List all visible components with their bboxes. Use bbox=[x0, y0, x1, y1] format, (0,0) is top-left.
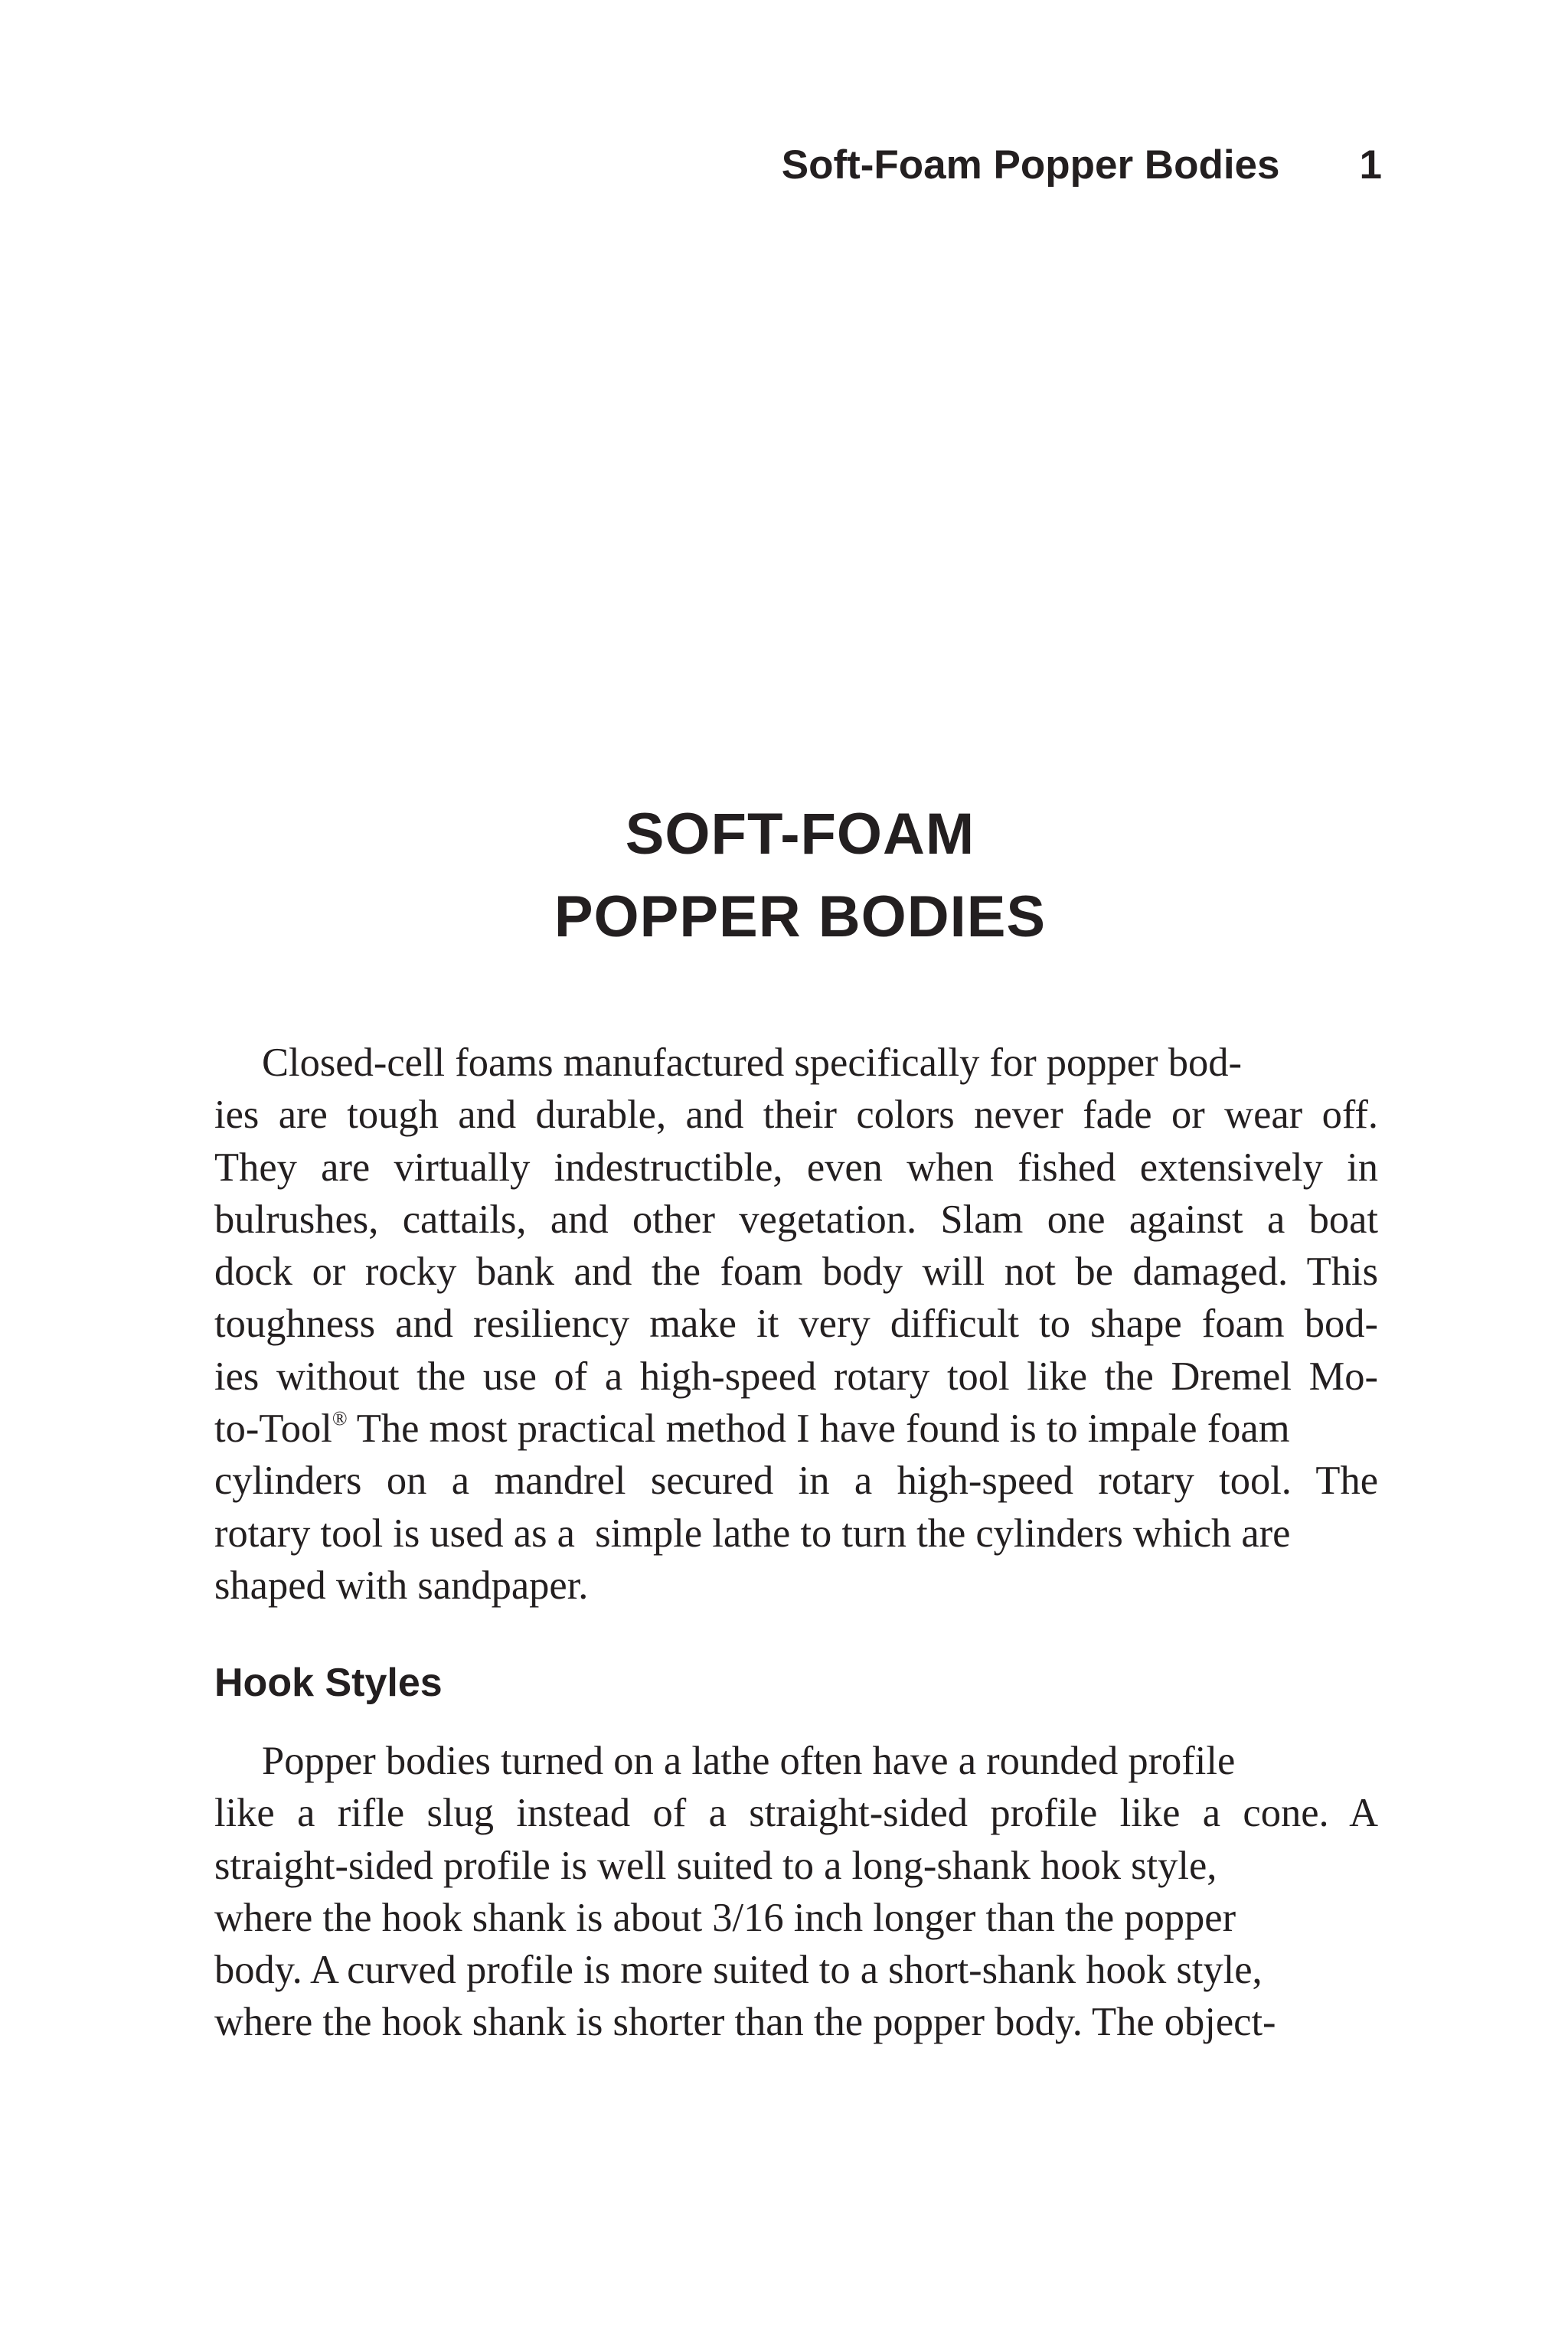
text-line: body. A curved profile is more suited to a short-shank hook style, bbox=[214, 1948, 1263, 1993]
text-line: where the hook shank is shorter than the popper body. The object- bbox=[214, 2000, 1276, 2045]
chapter-title-line-2: POPPER BODIES bbox=[554, 884, 1047, 949]
chapter-title bbox=[0, 793, 1568, 959]
text-line: dock or rocky bank and the foam body will not be damaged. This bbox=[214, 1250, 1378, 1295]
running-head-title: Soft-Foam Popper Bodies bbox=[781, 142, 1280, 188]
text-line: They are virtually indestructible, even when fished extensively in bbox=[214, 1145, 1378, 1190]
running-head bbox=[0, 141, 1382, 190]
intro-paragraph bbox=[214, 1037, 1378, 1612]
text-line: Closed-cell foams manufactured specifically for popper bod- bbox=[262, 1040, 1242, 1085]
text-line: like a rifle slug instead of a straight-sided profile like a cone. A bbox=[214, 1791, 1378, 1836]
text-line: ies are tough and durable, and their colors never fade or wear off. bbox=[214, 1093, 1378, 1138]
text-line: toughness and resiliency make it very difficult to shape foam bod- bbox=[214, 1302, 1378, 1347]
text-line: rotary tool is used as a simple lathe to turn the cylinders which are bbox=[214, 1511, 1291, 1556]
text-line: bulrushes, cattails, and other vegetation. Slam one against a boat bbox=[214, 1197, 1378, 1242]
text-line bbox=[214, 1403, 1378, 1455]
hook-styles-paragraph bbox=[214, 1735, 1378, 2049]
text-fragment: The most practical method I have found is to impale foam bbox=[356, 1406, 1290, 1452]
text-line: cylinders on a mandrel secured in a high-speed rotary tool. The bbox=[214, 1459, 1378, 1504]
page-number: 1 bbox=[1359, 142, 1382, 188]
registered-trademark-mark: ® bbox=[332, 1407, 348, 1430]
text-line: ies without the use of a high-speed rotary tool like the Dremel Mo- bbox=[214, 1354, 1378, 1399]
text-fragment: to-Tool bbox=[214, 1406, 332, 1452]
text-line: where the hook shank is about 3/16 inch longer than the popper bbox=[214, 1895, 1236, 1940]
text-line: straight-sided profile is well suited to a long-shank hook style, bbox=[214, 1843, 1217, 1888]
chapter-title-line-1: SOFT-FOAM bbox=[625, 802, 975, 867]
section-heading: Hook Styles bbox=[214, 1661, 443, 1705]
text-line: shaped with sandpaper. bbox=[214, 1563, 589, 1608]
text-line: Popper bodies turned on a lathe often have a rounded profile bbox=[262, 1739, 1236, 1783]
